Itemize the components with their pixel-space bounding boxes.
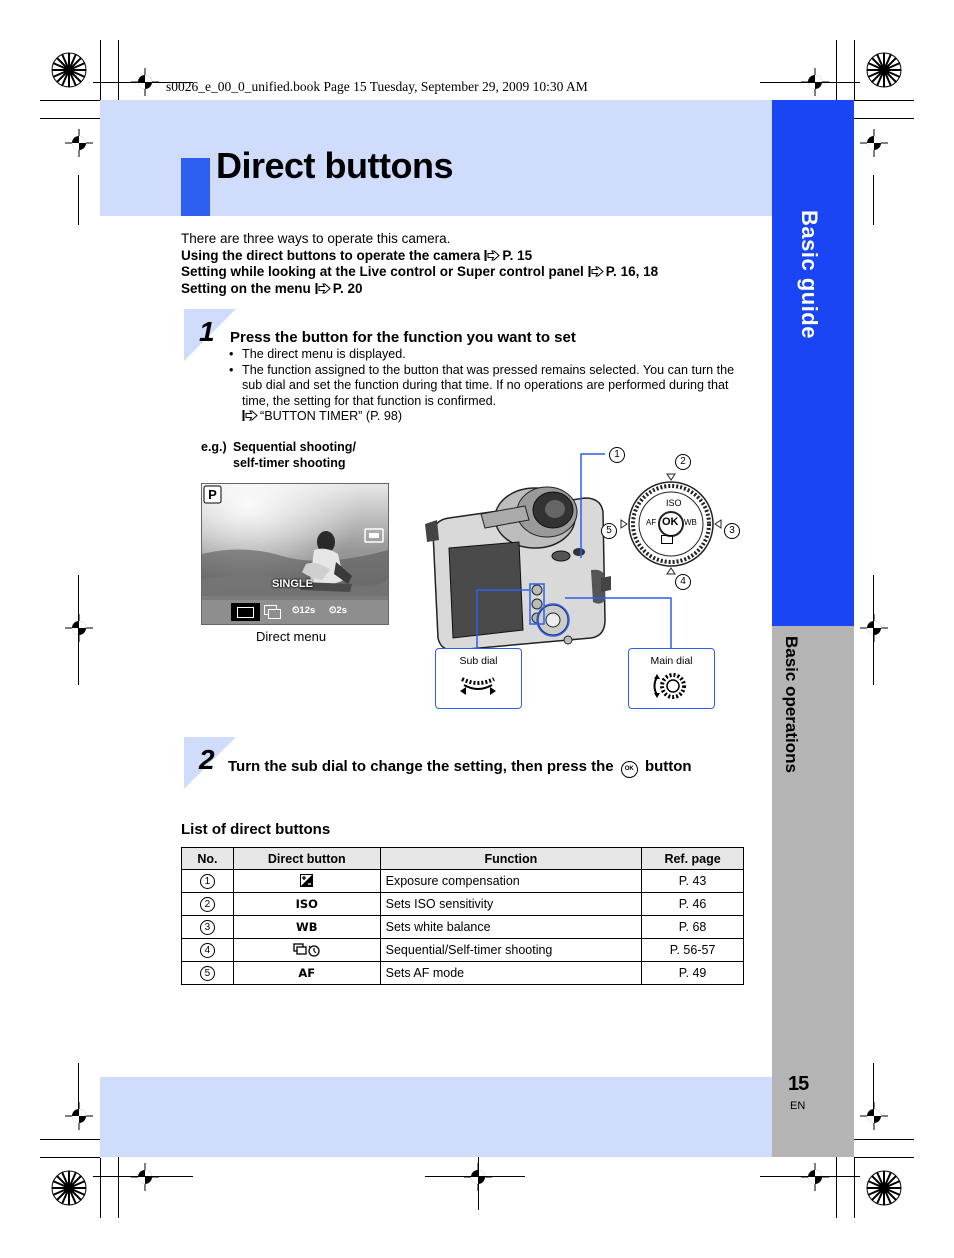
function-cell: Sets ISO sensitivity <box>380 893 642 916</box>
reference-pointer-icon <box>588 265 604 278</box>
direct-menu-bar <box>202 600 388 624</box>
callout-1: 1 <box>609 447 625 463</box>
reference-pointer-icon <box>484 249 500 262</box>
sub-dial-box <box>435 648 522 709</box>
sub-dial-label: Sub dial <box>459 655 498 667</box>
row-number: 2 <box>200 897 215 912</box>
function-cell: Exposure compensation <box>380 870 642 893</box>
ref-page-cell: P. 43 <box>642 870 744 893</box>
table-row <box>182 962 744 985</box>
row-number: 1 <box>200 874 215 889</box>
callout-3: 3 <box>724 523 740 539</box>
main-dial-icon <box>649 671 689 701</box>
main-dial-box <box>628 648 715 709</box>
title-accent-bar <box>181 158 210 216</box>
language-code: EN <box>790 1100 806 1112</box>
af-button-label: AF <box>233 962 380 985</box>
step-1-number: 1 <box>199 316 215 347</box>
example-line-2: self-timer shooting <box>233 456 346 470</box>
column-header: Direct button <box>233 848 380 870</box>
side-tab-label: Basic guide <box>797 210 822 339</box>
mode-indicator: P <box>208 487 217 502</box>
sub-dial-icon <box>458 673 498 699</box>
side-tab-basic-operations[interactable] <box>772 626 854 1157</box>
step-2-number: 2 <box>199 744 215 775</box>
sequential-icon[interactable] <box>264 605 282 619</box>
table-row <box>182 916 744 939</box>
direct-menu-screen <box>201 483 389 625</box>
intro-text: There are three ways to operate this camera. <box>181 231 451 246</box>
exposure-compensation-icon <box>300 874 313 887</box>
star-target-icon <box>866 52 902 88</box>
ref-page-cell: P. 46 <box>642 893 744 916</box>
callout-5: 5 <box>601 523 617 539</box>
intro-way-2: Setting while looking at the Live control or Super control panel P. 16, 18 <box>181 264 659 279</box>
row-number: 4 <box>200 943 215 958</box>
main-dial-label: Main dial <box>650 655 693 667</box>
example-prefix: e.g.) <box>201 440 227 454</box>
crosshair-mark-icon <box>65 129 93 157</box>
bullet-item: • The function assigned to the button that was pressed remains selected. You can turn the sub dial and set the function during that time. If no operations are performed during that time, the setting for that function is confirmed. <box>229 363 749 410</box>
book-info-line: s0026_e_00_0_unified.book Page 15 Tuesday, September 29, 2009 10:30 AM <box>166 79 588 94</box>
table-row <box>182 870 744 893</box>
row-number: 3 <box>200 920 215 935</box>
self-timer-12s-item[interactable]: ⏲12s <box>292 605 316 616</box>
crosshair-mark-icon <box>131 1163 159 1191</box>
menu-item-single[interactable] <box>231 603 260 621</box>
step-2-title: Turn the sub dial to change the setting, then press the OK button <box>228 758 692 778</box>
direct-buttons-table <box>181 847 744 985</box>
ref-page-cell: P. 68 <box>642 916 744 939</box>
star-target-icon <box>51 52 87 88</box>
menu-selection-label: SINGLE <box>272 578 313 590</box>
side-tab-label: Basic operations <box>782 636 801 773</box>
dial-label-ok: OK <box>662 516 679 528</box>
crosshair-mark-icon <box>860 129 888 157</box>
table-header-row <box>182 848 744 870</box>
column-header: Ref. page <box>642 848 744 870</box>
function-cell: Sets white balance <box>380 916 642 939</box>
self-timer-2s-item[interactable]: ⏲2s <box>329 605 347 616</box>
ref-page-cell: P. 49 <box>642 962 744 985</box>
ok-button-icon: OK <box>621 761 638 778</box>
wb-button-label: WB <box>233 916 380 939</box>
callout-2: 2 <box>675 454 691 470</box>
crosshair-mark-icon <box>860 614 888 642</box>
direct-menu-caption: Direct menu <box>256 629 327 644</box>
page-number: 15 <box>788 1073 809 1095</box>
table-row <box>182 939 744 962</box>
iso-button-label: ISO <box>233 893 380 916</box>
side-tab-basic-guide[interactable] <box>772 100 854 626</box>
star-target-icon <box>51 1170 87 1206</box>
column-header: Function <box>380 848 642 870</box>
intro-way-3: Setting on the menu P. 20 <box>181 281 363 296</box>
row-number: 5 <box>200 966 215 981</box>
dial-label-wb: WB <box>684 518 697 527</box>
column-header: No. <box>182 848 234 870</box>
reference-pointer-icon <box>242 409 258 422</box>
crosshair-mark-icon <box>801 1163 829 1191</box>
list-heading: List of direct buttons <box>181 821 331 838</box>
footer-band <box>100 1077 772 1157</box>
step-1-reference[interactable]: “BUTTON TIMER” (P. 98) <box>229 409 749 425</box>
star-target-icon <box>866 1170 902 1206</box>
example-line-1: Sequential shooting/ <box>233 440 356 454</box>
dial-label-iso: ISO <box>666 498 682 508</box>
dial-label-af: AF <box>646 518 657 527</box>
crosshair-mark-icon <box>860 1102 888 1130</box>
step-1-bullets <box>229 347 749 425</box>
page-title: Direct buttons <box>216 145 454 186</box>
function-cell: Sets AF mode <box>380 962 642 985</box>
sequential-mini-icon <box>661 535 673 544</box>
crosshair-mark-icon <box>65 614 93 642</box>
bullet-item: • The direct menu is displayed. <box>229 347 749 363</box>
reference-pointer-icon <box>315 282 331 295</box>
callout-4: 4 <box>675 574 691 590</box>
ref-page-cell: P. 56-57 <box>642 939 744 962</box>
sequential-self-timer-icon <box>293 943 321 957</box>
crosshair-mark-icon <box>65 1102 93 1130</box>
table-row <box>182 893 744 916</box>
step-1-title: Press the button for the function you want to set <box>230 329 576 346</box>
function-cell: Sequential/Self-timer shooting <box>380 939 642 962</box>
intro-way-1: Using the direct buttons to operate the camera P. 15 <box>181 248 533 263</box>
